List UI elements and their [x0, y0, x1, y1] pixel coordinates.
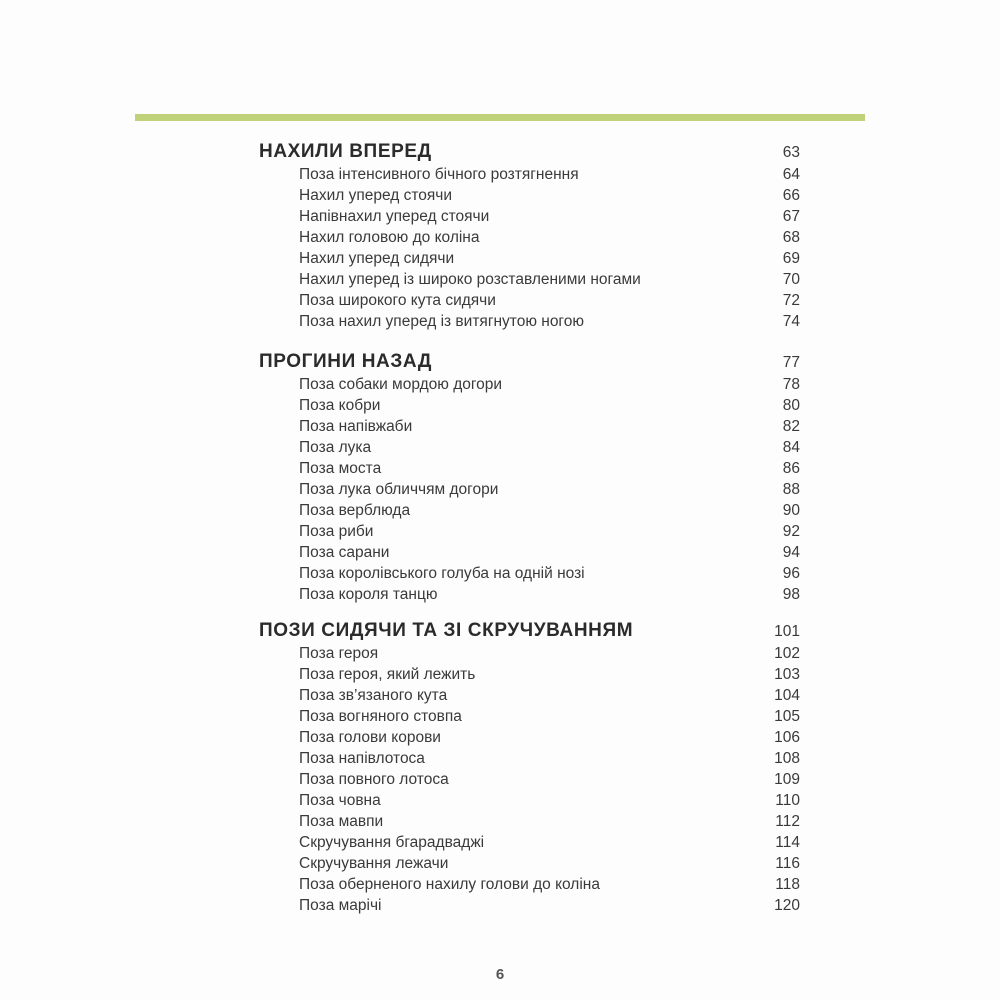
entry-title: Поза верблюда — [299, 502, 411, 519]
entry-page: 109 — [774, 771, 800, 788]
toc-entry — [259, 248, 800, 269]
toc-entry — [259, 790, 800, 811]
entry-title: Нахил уперед із широко розставленими ногами — [299, 271, 641, 288]
entry-page: 116 — [775, 855, 800, 872]
toc-entry — [259, 416, 800, 437]
entry-page: 86 — [782, 460, 800, 477]
entry-title: Поза марічі — [299, 897, 382, 914]
entry-page: 69 — [782, 250, 800, 267]
entry-page: 72 — [782, 292, 800, 309]
entry-title: Поза широкого кута сидячи — [299, 292, 496, 309]
table-of-contents — [259, 140, 800, 934]
entry-title: Поза кобри — [299, 397, 381, 414]
section-title: НАХИЛИ ВПЕРЕД — [259, 141, 432, 162]
entry-page: 84 — [782, 439, 800, 456]
toc-entry — [259, 521, 800, 542]
toc-entry — [259, 895, 800, 916]
entry-page: 104 — [774, 687, 800, 704]
entry-title: Поза мавпи — [299, 813, 384, 830]
entry-page: 64 — [782, 166, 800, 183]
section-heading — [259, 619, 800, 643]
entry-title: Нахил головою до коліна — [299, 229, 480, 246]
entry-title: Поза човна — [299, 792, 381, 809]
toc-entry — [259, 269, 800, 290]
entry-title: Поза вогняного стовпа — [299, 708, 462, 725]
entry-title: Поза інтенсивного бічного розтягнення — [299, 166, 579, 183]
toc-entry — [259, 500, 800, 521]
entry-title: Скручування бгарадваджі — [299, 834, 485, 851]
toc-entry — [259, 853, 800, 874]
section-heading — [259, 140, 800, 164]
toc-entry — [259, 563, 800, 584]
entry-page: 80 — [782, 397, 800, 414]
entry-page: 67 — [782, 208, 800, 225]
entry-page: 106 — [774, 729, 800, 746]
entry-title: Поза героя, який лежить — [299, 666, 476, 683]
toc-entry — [259, 458, 800, 479]
entry-page: 66 — [782, 187, 800, 204]
toc-entry — [259, 479, 800, 500]
section-heading — [259, 350, 800, 374]
entry-title: Поза голови корови — [299, 729, 441, 746]
entry-page: 92 — [782, 523, 800, 540]
toc-section-forward-bends — [259, 140, 800, 332]
toc-entry — [259, 290, 800, 311]
entry-title: Поза лука обличчям догори — [299, 481, 499, 498]
entry-page: 96 — [782, 565, 800, 582]
toc-section-back-bends — [259, 350, 800, 605]
entry-page: 90 — [782, 502, 800, 519]
entry-title: Поза риби — [299, 523, 374, 540]
entry-page: 68 — [782, 229, 800, 246]
entry-title: Напівнахил уперед стоячи — [299, 208, 490, 225]
entry-title: Поза героя — [299, 645, 379, 662]
toc-entry — [259, 685, 800, 706]
entry-title: Скручування лежачи — [299, 855, 449, 872]
toc-entry — [259, 748, 800, 769]
entry-page: 88 — [782, 481, 800, 498]
toc-entry — [259, 811, 800, 832]
entry-title: Поза нахил уперед із витягнутою ногою — [299, 313, 584, 330]
toc-entry — [259, 643, 800, 664]
entry-title: Поза моста — [299, 460, 382, 477]
entry-title: Нахил уперед стоячи — [299, 187, 453, 204]
toc-entry — [259, 769, 800, 790]
toc-entry — [259, 832, 800, 853]
entry-title: Поза напівлотоса — [299, 750, 425, 767]
entry-page: 78 — [782, 376, 800, 393]
entry-title: Поза напівжаби — [299, 418, 413, 435]
entry-page: 94 — [782, 544, 800, 561]
entry-title: Поза собаки мордою догори — [299, 376, 503, 393]
entry-page: 118 — [775, 876, 800, 893]
entry-title: Поза лука — [299, 439, 372, 456]
toc-entry — [259, 311, 800, 332]
section-title: ПОЗИ СИДЯЧИ ТА ЗІ СКРУЧУВАННЯМ — [259, 620, 634, 641]
entry-title: Поза короля танцю — [299, 586, 438, 603]
section-page: 77 — [782, 354, 800, 371]
entry-title: Поза повного лотоса — [299, 771, 449, 788]
toc-entry — [259, 664, 800, 685]
entry-page: 105 — [774, 708, 800, 725]
toc-entry — [259, 584, 800, 605]
section-page: 101 — [774, 623, 800, 640]
accent-bar — [135, 114, 865, 121]
entry-page: 120 — [774, 897, 800, 914]
toc-entry — [259, 437, 800, 458]
section-title: ПРОГИНИ НАЗАД — [259, 351, 433, 372]
toc-entry — [259, 706, 800, 727]
entry-page: 82 — [782, 418, 800, 435]
entry-title: Поза зв’язаного кута — [299, 687, 448, 704]
entry-page: 102 — [774, 645, 800, 662]
toc-entry — [259, 727, 800, 748]
toc-entry — [259, 206, 800, 227]
toc-entry — [259, 874, 800, 895]
entry-title: Поза оберненого нахилу голови до коліна — [299, 876, 600, 893]
entry-title: Поза королівського голуба на одній нозі — [299, 565, 585, 582]
entry-page: 74 — [782, 313, 800, 330]
page-number: 6 — [495, 966, 505, 983]
entry-page: 110 — [775, 792, 800, 809]
toc-entry — [259, 185, 800, 206]
entry-title: Поза сарани — [299, 544, 390, 561]
entry-page: 114 — [775, 834, 800, 851]
toc-section-seated-twists — [259, 619, 800, 916]
toc-entry — [259, 374, 800, 395]
toc-entry — [259, 542, 800, 563]
entry-page: 108 — [774, 750, 800, 767]
section-page: 63 — [782, 144, 800, 161]
toc-entry — [259, 227, 800, 248]
entry-title: Нахил уперед сидячи — [299, 250, 455, 267]
entry-page: 98 — [782, 586, 800, 603]
toc-entry — [259, 164, 800, 185]
entry-page: 70 — [782, 271, 800, 288]
entry-page: 103 — [774, 666, 800, 683]
toc-entry — [259, 395, 800, 416]
entry-page: 112 — [775, 813, 800, 830]
